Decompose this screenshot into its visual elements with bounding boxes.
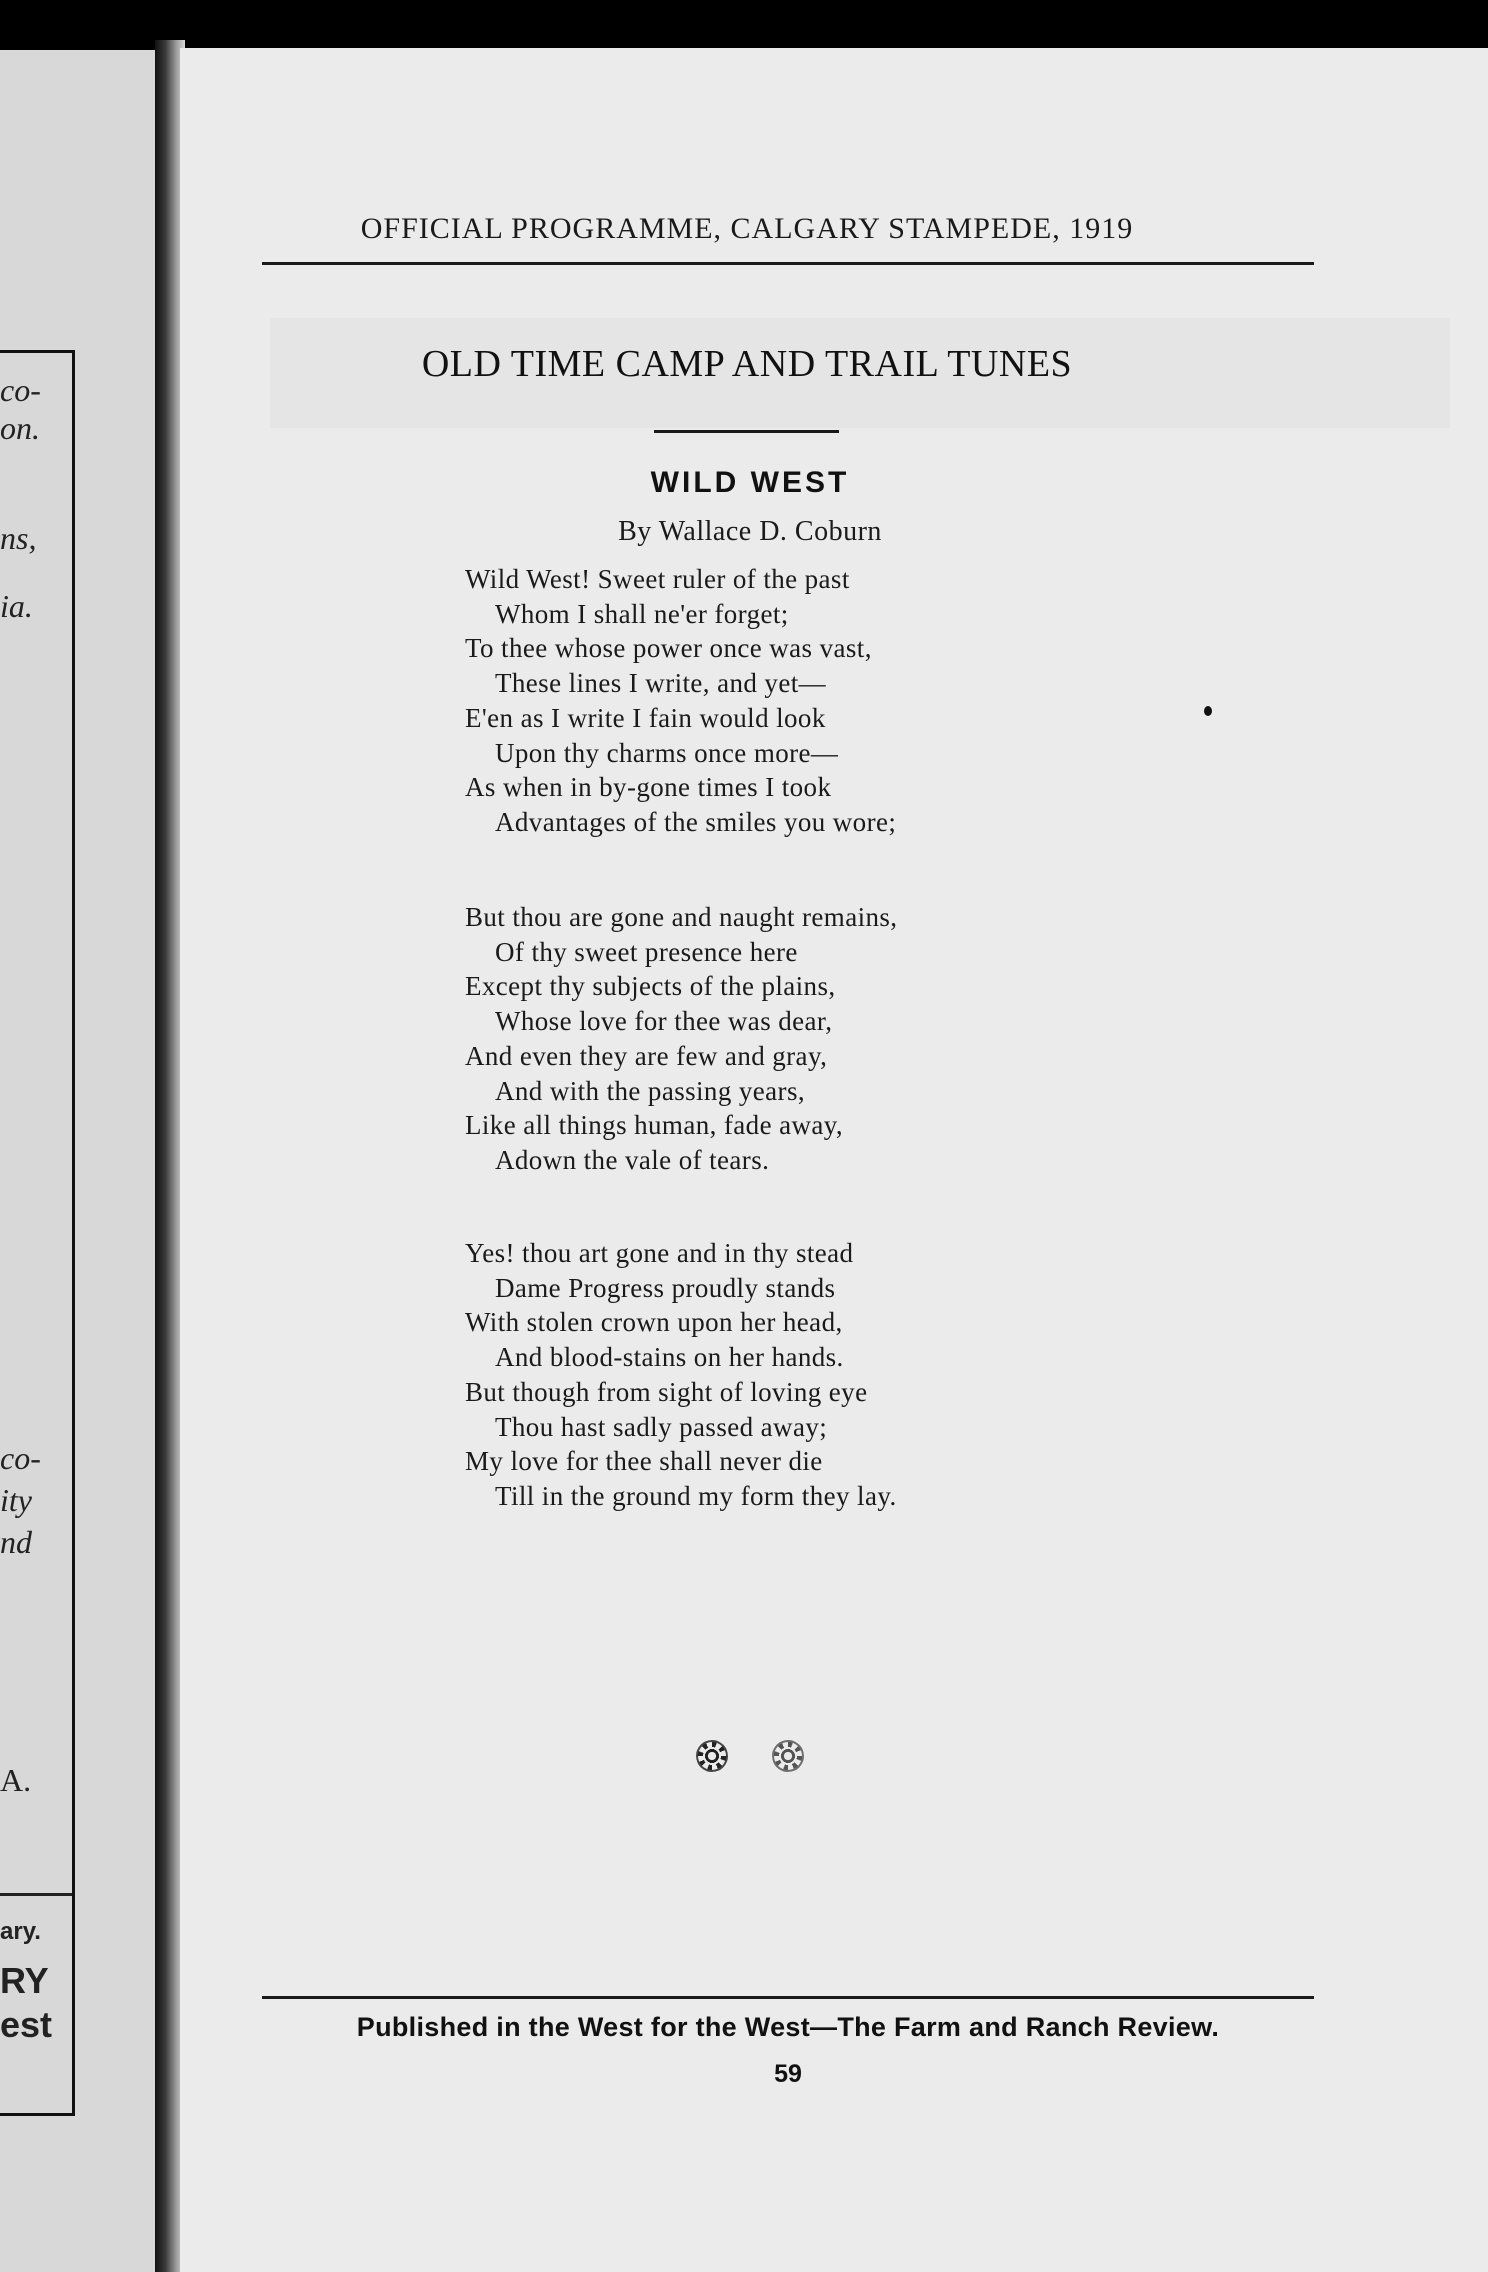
left-page-fragment: ns, — [0, 520, 37, 556]
poem-line: With stolen crown upon her head, — [465, 1307, 843, 1338]
poem-byline: By Wallace D. Coburn — [618, 516, 882, 547]
poem-line: Adown the vale of tears. — [495, 1144, 770, 1175]
poem-line: Advantages of the smiles you wore; — [495, 806, 897, 837]
flower-ornament-icon — [694, 1738, 730, 1774]
title-divider — [654, 430, 839, 433]
poem-line: Like all things human, fade away, — [465, 1110, 844, 1141]
poem-line: Till in the ground my form they lay. — [495, 1480, 897, 1511]
poem-line: Whose love for thee was dear, — [495, 1006, 833, 1037]
left-page-fragment: ary. — [0, 1918, 41, 1945]
poem-line: E'en as I write I fain would look — [465, 702, 826, 733]
poem-line: Whom I shall ne'er forget; — [495, 598, 789, 629]
poem-line: To thee whose power once was vast, — [465, 633, 872, 664]
flower-ornament-icon — [770, 1738, 806, 1774]
poem-line: Of thy sweet presence here — [495, 936, 798, 967]
left-page-fragment: nd — [0, 1524, 32, 1560]
poem-line: As when in by-gone times I took — [465, 772, 832, 803]
poem-line: Yes! thou art gone and in thy stead — [465, 1238, 854, 1268]
poem-line: And with the passing years, — [495, 1075, 806, 1106]
page-footer: Published in the West for the West—The Farm and Ranch Review. — [356, 2012, 1220, 2042]
header-rule — [262, 262, 1314, 265]
poem-title: WILD WEST — [650, 466, 850, 499]
poem-stanza — [465, 900, 1085, 1178]
left-page-fragment: est — [0, 2004, 53, 2045]
running-header: OFFICIAL PROGRAMME, CALGARY STAMPEDE, 1919 — [360, 212, 1134, 245]
main-page — [180, 48, 1488, 2272]
ornament-divider — [694, 1736, 814, 1776]
left-page-fragment: co- — [0, 1440, 41, 1476]
section-title: OLD TIME CAMP AND TRAIL TUNES — [421, 343, 1073, 385]
poem-line: Wild West! Sweet ruler of the past — [465, 564, 850, 594]
poem-line: Upon thy charms once more— — [495, 737, 839, 768]
left-page-fragment: A. — [0, 1762, 32, 1798]
poem-stanza — [465, 1236, 1085, 1514]
left-page-fragment: ity — [0, 1482, 32, 1518]
left-page-fragment: ia. — [0, 588, 33, 624]
poem-stanza — [465, 562, 1085, 840]
poem-line: Dame Progress proudly stands — [495, 1272, 836, 1303]
left-page-fragment: on. — [0, 410, 40, 446]
poem-line: And blood-stains on her hands. — [495, 1342, 844, 1373]
left-page-fragment: RY — [0, 1960, 49, 2001]
left-page-fragment: co- — [0, 372, 41, 408]
left-page-rule — [0, 1893, 72, 1896]
footer-rule — [262, 1996, 1314, 1999]
poem-line: But thou are gone and naught remains, — [465, 902, 898, 932]
left-facing-page — [0, 50, 158, 2272]
page-number: 59 — [774, 2060, 802, 2088]
ink-speck — [1204, 706, 1212, 716]
poem-line: My love for thee shall never die — [465, 1446, 823, 1477]
poem-line: And even they are few and gray, — [465, 1040, 828, 1071]
poem-line: But though from sight of loving eye — [465, 1376, 868, 1407]
poem-line: These lines I write, and yet— — [495, 668, 826, 699]
poem-line: Except thy subjects of the plains, — [465, 971, 836, 1002]
poem-line: Thou hast sadly passed away; — [495, 1411, 828, 1442]
